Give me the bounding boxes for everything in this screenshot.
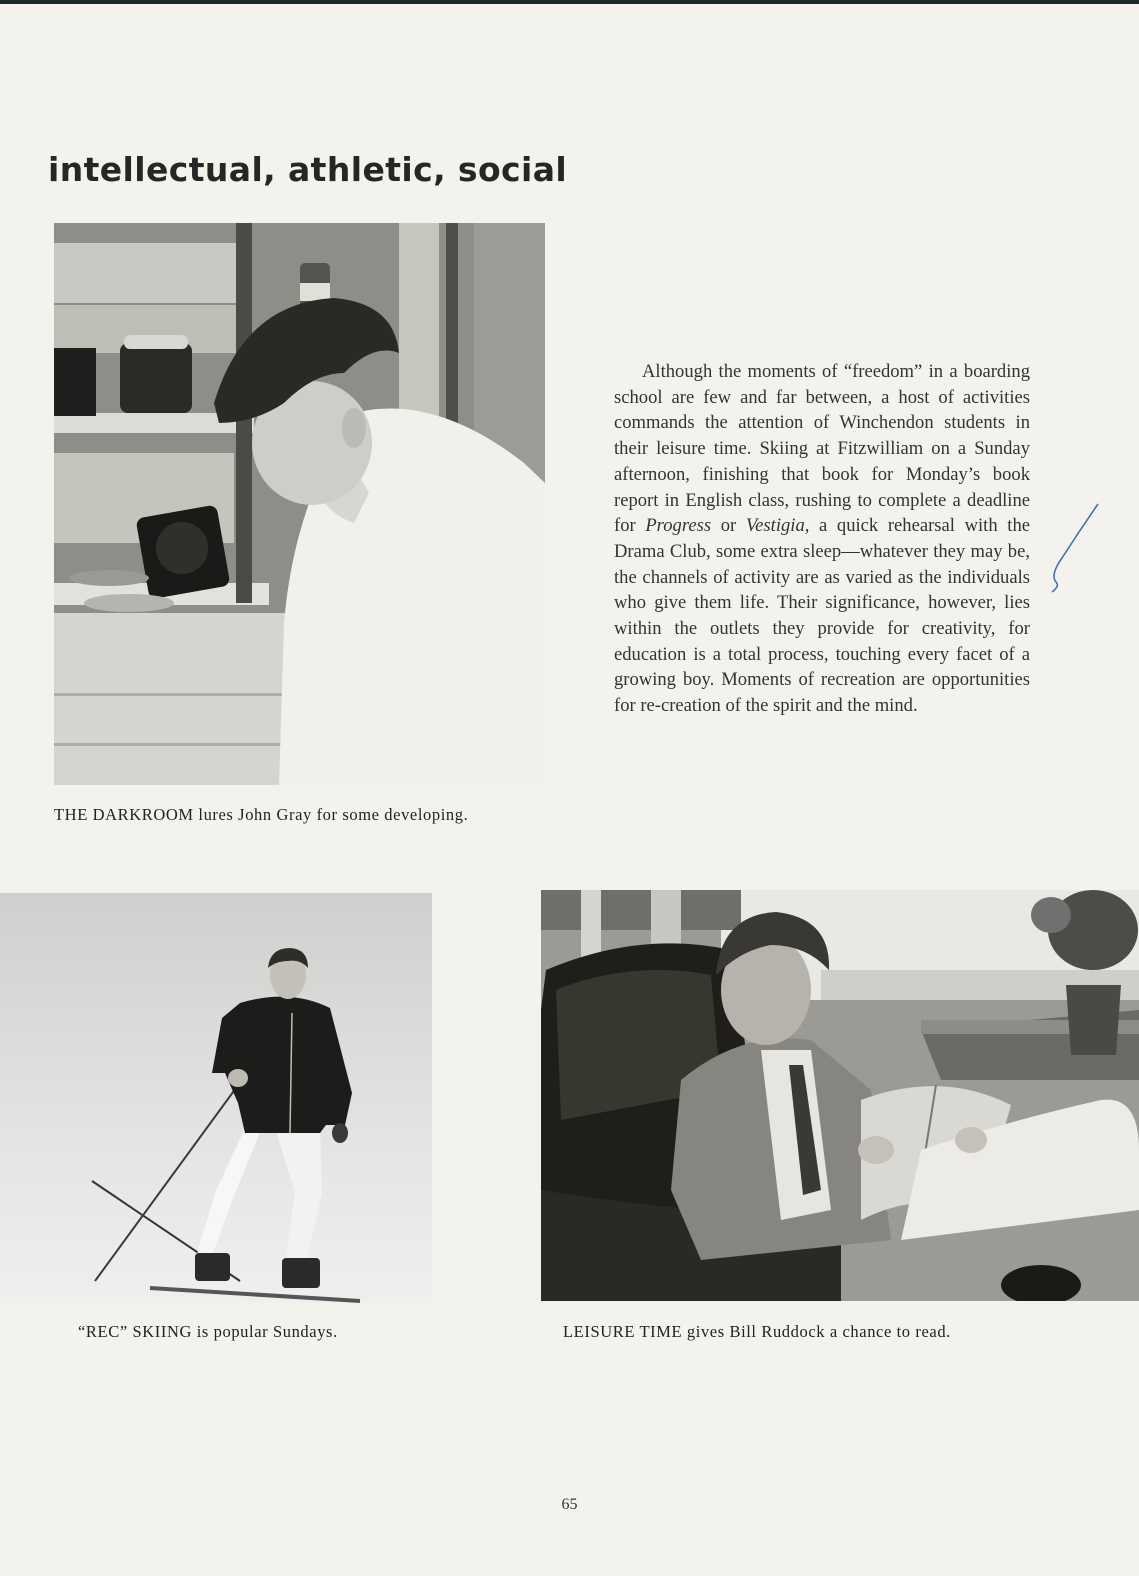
page-title: intellectual, athletic, social xyxy=(48,150,568,189)
body-text-segment: Although the moments of “freedom” in a boarding school are few and far between, a host of activities commands the attention of Winchendon students in their leisure time. Skiing at Fitzwilliam on a Sunday afternoon, finishing that book for Monday’s book report in English class, rushing to complete a deadline for xyxy=(614,361,1030,537)
body-text-segment: or xyxy=(711,515,746,537)
page-number: 65 xyxy=(561,1496,578,1513)
skiing-caption: “REC” SKIING is popular Sundays. xyxy=(78,1322,338,1341)
darkroom-caption: THE DARKROOM lures John Gray for some developing. xyxy=(54,805,469,824)
top-border-line xyxy=(0,0,1139,4)
darkroom-photo xyxy=(54,223,545,785)
skiing-photo xyxy=(0,893,432,1303)
body-text-segment: a quick rehearsal with the Drama Club, some extra sleep—whatever they may be, the channels of activity are as varied as the individuals who give them life. Their significance, however, lies within the outlets they provide for creativity, for education is a total process, touching every facet of a growing boy. Moments of recreation are opportunities for re-creation of the spirit and the mind. xyxy=(614,515,1030,717)
vestigia-title: Vestigia, xyxy=(745,515,810,537)
leisure-caption: LEISURE TIME gives Bill Ruddock a chance to read. xyxy=(563,1322,951,1341)
body-paragraph xyxy=(614,359,1030,719)
leisure-photo xyxy=(541,890,1139,1301)
progress-title: Progress xyxy=(645,515,712,537)
pen-mark xyxy=(1040,500,1110,595)
